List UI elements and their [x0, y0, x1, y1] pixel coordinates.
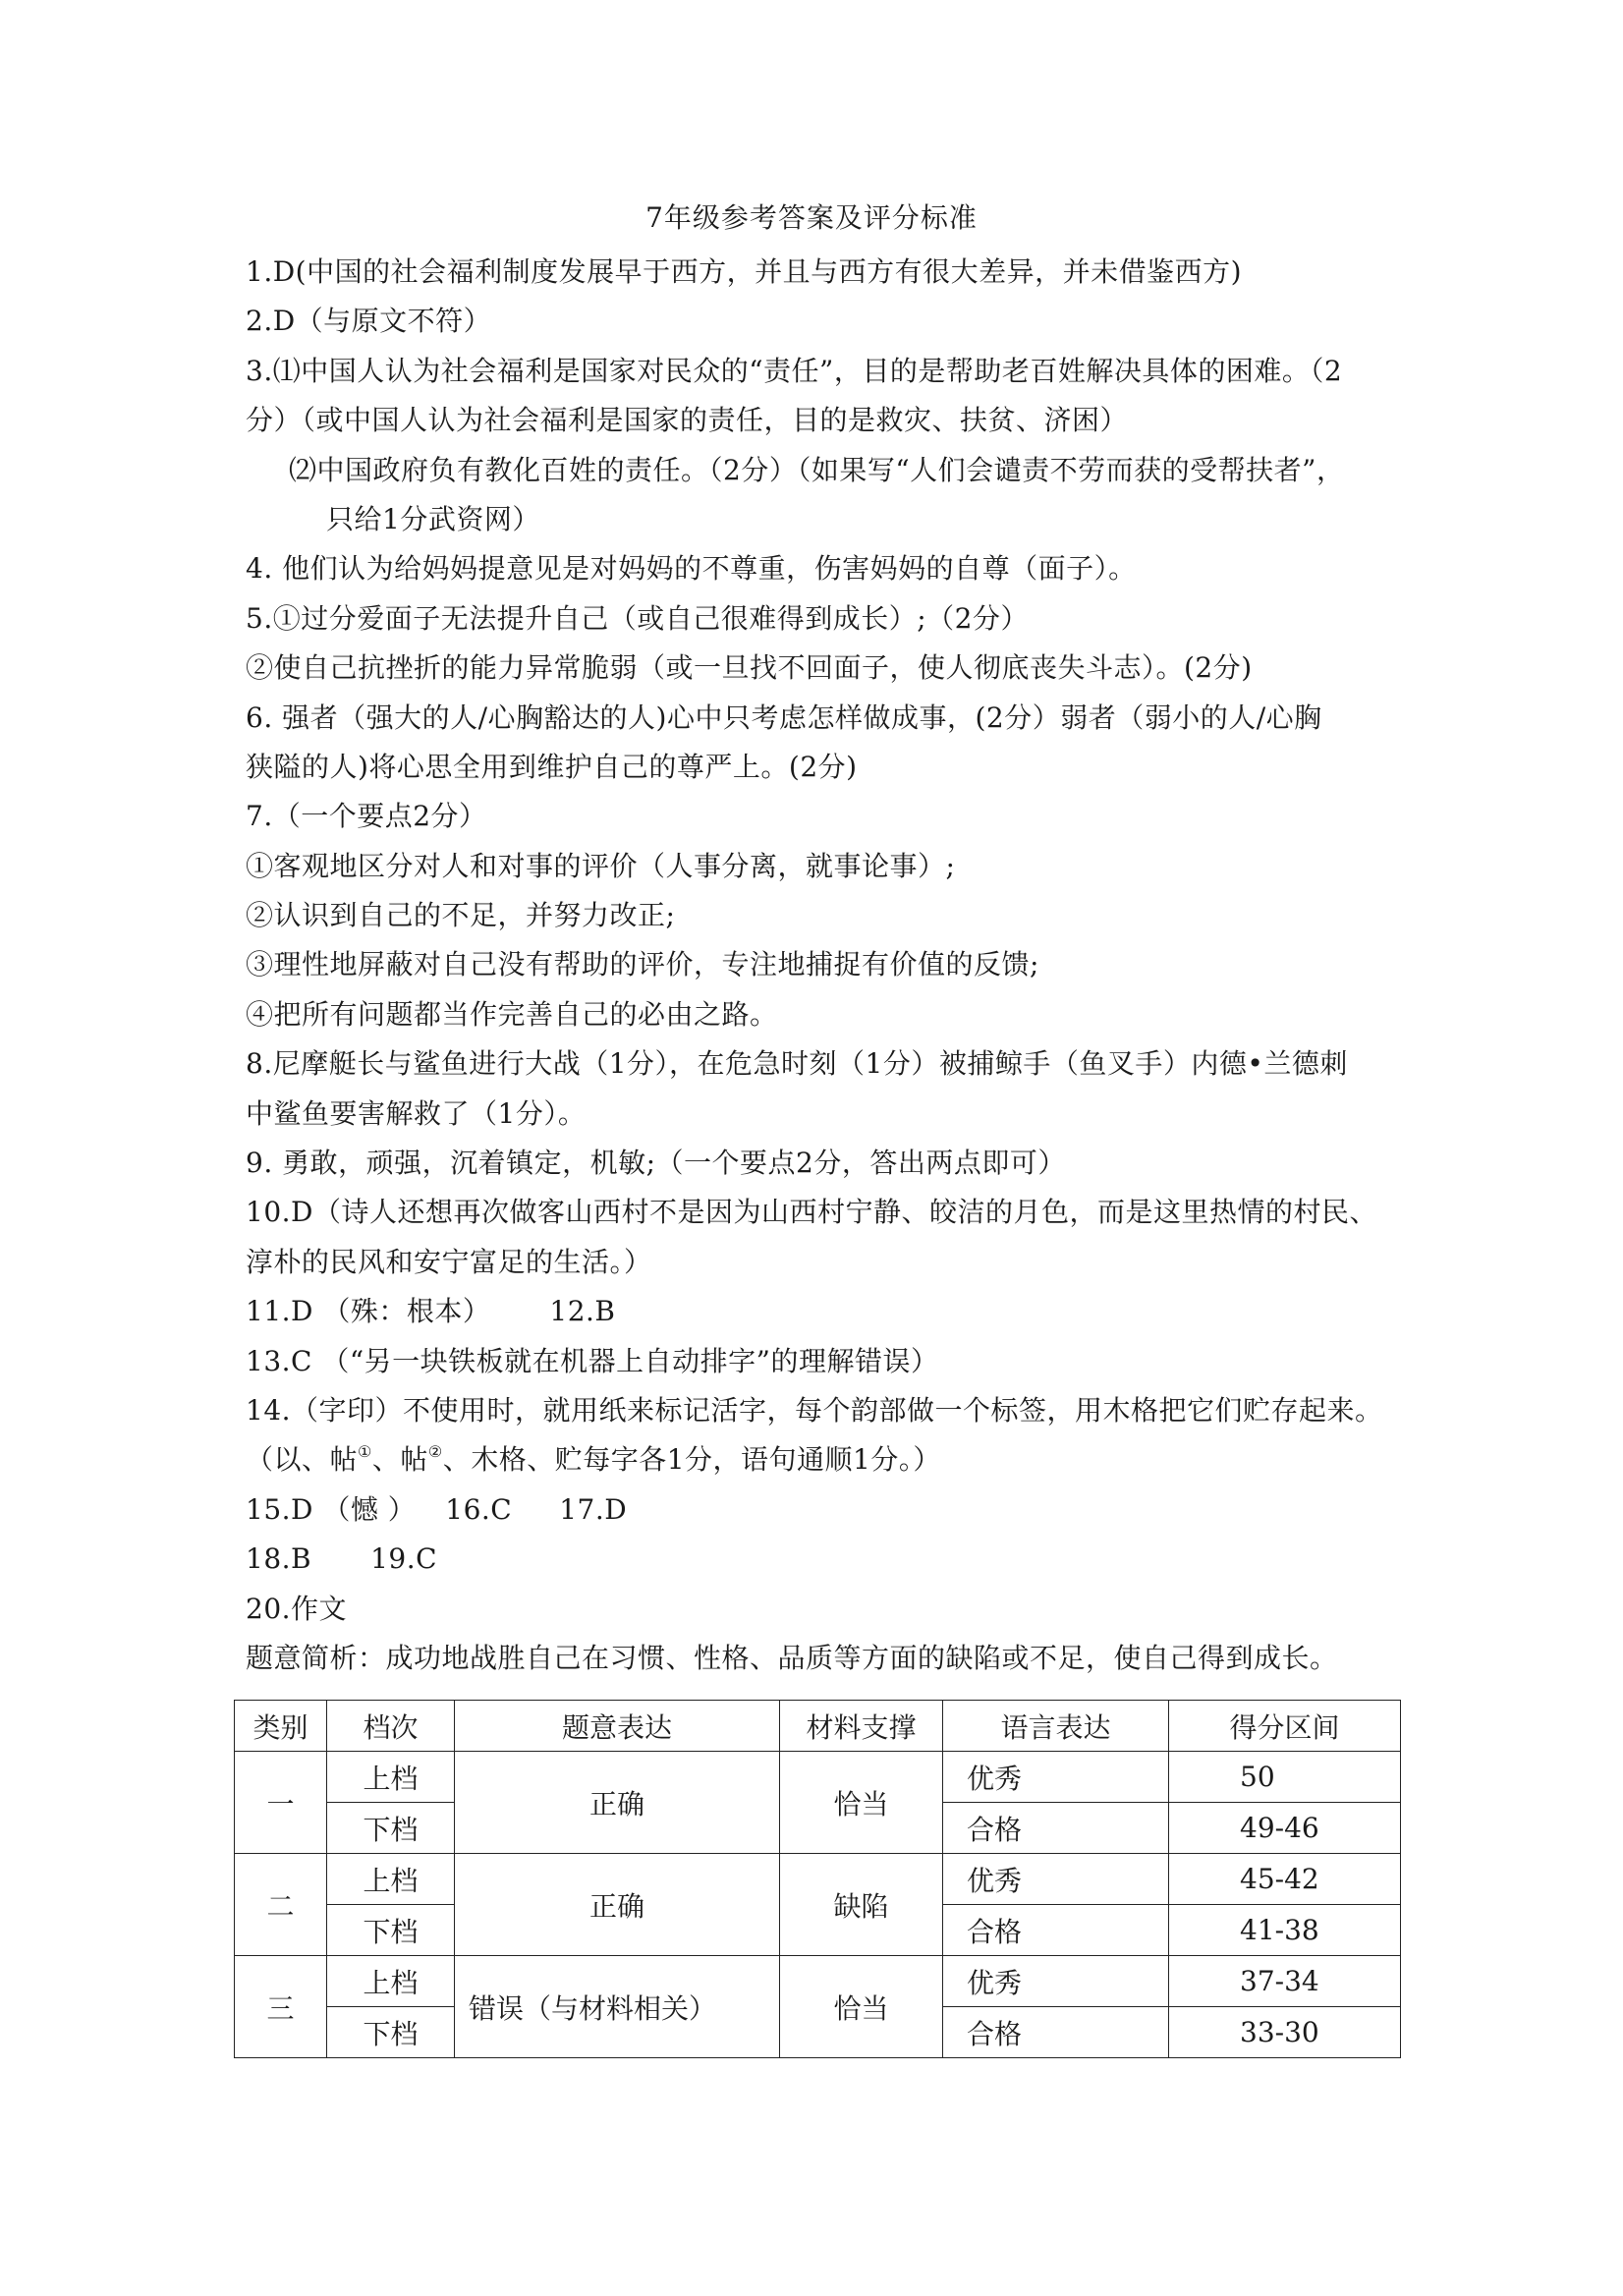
answer-line-13: 13.C （“另一块铁板就在机器上自动排字”的理解错误）: [246, 1344, 939, 1377]
level-cell: 上档: [327, 1854, 455, 1905]
answer-line-8-cont: 中鲨鱼要害解救了（1分）。: [246, 1096, 587, 1130]
essay-scoring-table: [234, 1700, 1401, 2058]
answer-11: 11.D （殊：根本）: [246, 1295, 491, 1328]
category-cell: 二: [235, 1854, 327, 1956]
page-title: 7年级参考答案及评分标准: [645, 201, 978, 234]
answer-line-3-2-cont: 只给1分武资网）: [326, 502, 540, 535]
answer-line-9: 9. 勇敢，顽强，沉着镇定，机敏;（一个要点2分，答出两点即可）: [246, 1147, 1066, 1180]
meaning-cell: 正确: [455, 1854, 780, 1956]
header-score: 得分区间: [1169, 1701, 1401, 1752]
answer-line-18-19: [246, 1535, 1400, 1584]
answer-16: 16.C: [445, 1492, 513, 1526]
footnote-mark-1: ①: [358, 1442, 372, 1462]
answer-line-7-2: ②认识到自己的不足，并努力改正;: [246, 899, 676, 932]
answer-line-10-cont: 淳朴的民风和安宁富足的生活。）: [246, 1245, 652, 1278]
answer-line-2: 2.D（与原文不符）: [246, 305, 492, 338]
material-cell: 缺陷: [780, 1854, 943, 1956]
table-row: [235, 1854, 1401, 1905]
level-cell: 上档: [327, 1956, 455, 2007]
score-cell: 33-30: [1169, 2007, 1401, 2058]
answer-line-15-17: [246, 1485, 1400, 1535]
answer-line-4: 4. 他们认为给妈妈提意见是对妈妈的不尊重，伤害妈妈的自尊（面子）。: [246, 552, 1137, 586]
score-cell: 37-34: [1169, 1956, 1401, 2007]
answer-line-7-1: ①客观地区分对人和对事的评价（人事分离，就事论事）;: [246, 849, 956, 882]
table-header-row: [235, 1701, 1401, 1752]
meaning-cell: 错误（与材料相关）: [455, 1956, 780, 2058]
answer-line-5-2: ②使自己抗挫折的能力异常脆弱（或一旦找不回面子，使人彻底丧失斗志）。(2分): [246, 651, 1253, 685]
header-material: 材料支撑: [780, 1701, 943, 1752]
answer-line-6-cont: 狭隘的人)将心思全用到维护自己的尊严上。(2分): [246, 750, 858, 783]
answer-line-3-cont: 分）（或中国人认为社会福利是国家的责任，目的是救灾、扶贫、济困）: [246, 404, 1129, 437]
language-cell: 合格: [943, 1803, 1169, 1854]
level-cell: 上档: [327, 1752, 455, 1803]
answer-line-20: 20.作文: [246, 1592, 348, 1625]
table-row: [235, 1956, 1401, 2007]
answer-list: [246, 248, 1400, 1683]
answer-line-10: 10.D（诗人还想再次做客山西村不是因为山西村宁静、皎洁的月色，而是这里热情的村民、: [246, 1196, 1377, 1229]
level-cell: 下档: [327, 1803, 455, 1854]
answer-line-6: 6. 强者（强大的人/心胸豁达的人)心中只考虑怎样做成事，(2分）弱者（弱小的人/心胸: [246, 700, 1322, 734]
score-cell: 50: [1169, 1752, 1401, 1803]
answer-line-8: 8.尼摩艇长与鲨鱼进行大战（1分），在危急时刻（1分）被捕鲸手（鱼叉手）内德•兰德刺: [246, 1047, 1348, 1081]
answer-line-14-cont: （以、帖①、帖②、木格、贮每字各1分，语句通顺1分。）: [246, 1442, 941, 1477]
answer-line-11-12: [246, 1287, 1400, 1336]
answer-line-7-4: ④把所有问题都当作完善自己的必由之路。: [246, 997, 778, 1031]
answer-line-3-2: ⑵中国政府负有教化百姓的责任。（2分）（如果写“人们会谴责不劳而获的受帮扶者”，: [289, 453, 1345, 486]
score-cell: 45-42: [1169, 1854, 1401, 1905]
score-cell: 41-38: [1169, 1905, 1401, 1956]
answer-line-5-1: 5.①过分爱面子无法提升自己（或自己很难得到成长）;（2分）: [246, 601, 1029, 635]
header-category: 类别: [235, 1701, 327, 1752]
score-cell: 49-46: [1169, 1803, 1401, 1854]
meaning-cell: 正确: [455, 1752, 780, 1854]
category-cell: 一: [235, 1752, 327, 1854]
category-cell: 三: [235, 1956, 327, 2058]
language-cell: 优秀: [943, 1752, 1169, 1803]
material-cell: 恰当: [780, 1752, 943, 1854]
answer-line-14: 14.（字印）不使用时，就用纸来标记活字，每个韵部做一个标签，用木格把它们贮存起来。: [246, 1393, 1383, 1427]
footnote-mark-2: ②: [427, 1442, 443, 1462]
header-level: 档次: [327, 1701, 455, 1752]
answer-line-7-3: ③理性地屏蔽对自己没有帮助的评价，专注地捕捉有价值的反馈;: [246, 948, 1039, 981]
language-cell: 优秀: [943, 1854, 1169, 1905]
answer-line-3: 3.⑴中国人认为社会福利是国家对民众的“责任”，目的是帮助老百姓解决具体的困难。（2: [246, 354, 1343, 387]
answer-12: 12.B: [549, 1295, 616, 1328]
answer-line-7: 7.（一个要点2分）: [246, 800, 487, 833]
language-cell: 合格: [943, 2007, 1169, 2058]
answer-19: 19.C: [370, 1542, 438, 1576]
answer-15: 15.D （憾 ）: [246, 1492, 417, 1526]
language-cell: 优秀: [943, 1956, 1169, 2007]
answer-17: 17.D: [559, 1492, 628, 1526]
header-language: 语言表达: [943, 1701, 1169, 1752]
answer-line-1: 1.D(中国的社会福利制度发展早于西方，并且与西方有很大差异，并未借鉴西方): [246, 255, 1243, 288]
table-row: [235, 1752, 1401, 1803]
header-meaning: 题意表达: [455, 1701, 780, 1752]
level-cell: 下档: [327, 2007, 455, 2058]
answer-18: 18.B: [246, 1542, 312, 1576]
language-cell: 合格: [943, 1905, 1169, 1956]
material-cell: 恰当: [780, 1956, 943, 2058]
level-cell: 下档: [327, 1905, 455, 1956]
essay-analysis: 题意简析：成功地战胜自己在习惯、性格、品质等方面的缺陷或不足，使自己得到成长。: [246, 1641, 1338, 1674]
